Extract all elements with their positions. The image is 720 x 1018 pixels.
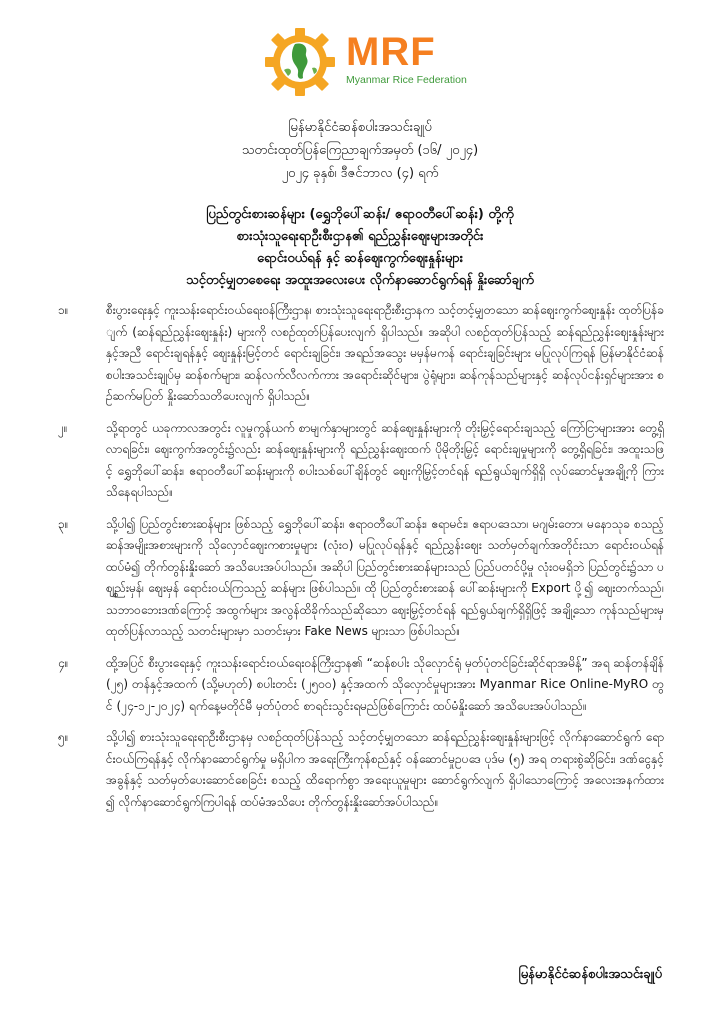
logo-name: MRF [346,30,436,74]
organization-name: မြန်မာနိုင်ငံဆန်စပါးအသင်းချုပ် [288,120,432,135]
paragraph-number: ၃။ [58,516,69,531]
release-date: ၂၀၂၄ ခုနှစ်၊ ဒီဇင်ဘာလ (၄) ရက် [281,166,439,181]
logo-text [346,32,467,86]
title-line: ရောင်းဝယ်ရန် နှင့် ဆန်ဈေးကွက်ဈေးနှုန်းများ [256,251,464,266]
paragraph-4 [58,653,664,718]
paragraph-text: စီးပွားရေးနှင့် ကူးသန်းရောင်းဝယ်ရေးဝန်ကြီးဌာန၊ စားသုံးသူရေးရာဦးစီးဌာနက သင့်တင့်မျှတသော ဆန်ဈေးကွက်ဈေးနှုန်း ထုတ်ပြန်ချက် (ဆန်ရည်ညွှန်းဈေးနှုန်း) များကို လစဉ်ထုတ်ပြန်ပေးလျက် ရှိပါသည်။ အဆိုပါ လစဉ်ထုတ်ပြန်သည့် ဆန်ရည်ညွှန်းဈေးနှုန်းများ နှင့်အညီ ရောင်းချရန်နှင့် ဈေးနှုန်းမြင့်တင် ရောင်းချခြင်း၊ အရည်အသွေး မမှန်မကန် ရောင်းချခြင်းများ မပြုလုပ်ကြရန် မြန်မာနိုင်ငံဆန်စပါးအသင်းချုပ်မှ ဆန်စက်များ၊ ဆန်လက်လီလက်ကား အရောင်းဆိုင်များ၊ ပွဲရုံများ၊ ဆန်ကုန်သည်များနှင့် ဆန်လုပ်ငန်းရှင်များအား စဉ်ဆက်မပြတ် နှိုးဆော်သတိပေးလျက် ရှိပါသည်။ [106,303,664,403]
paragraph-2 [58,418,664,504]
title-line: ပြည်တွင်းစားဆန်များ (ရွှေဘိုပေါ်ဆန်း/ ဧရာဝတီပေါ်ဆန်း) တို့ကို [206,207,514,222]
document-header [60,116,660,185]
paragraph-text: သို့ပါ၍ စားသုံးသူရေးရာဦးစီးဌာနမှ လစဉ်ထုတ်ပြန်သည့် သင့်တင့်မျှတသော ဆန်ရည်ညွှန်းဈေးနှုန်းများဖြင့် လိုက်နာဆောင်ရွက် ရောင်းဝယ်ကြရန်နှင့် လိုက်နာဆောင်ရွက်မှု မရှိပါက အရေးကြီးကုန်စည်နှင့် ဝန်ဆောင်မှုဥပဒေ ပုဒ်မ (၅) အရ တရားစွဲဆိုခြင်း၊ ဒဏ်ငွေနှင့် အခွန်နှင့် သတ်မှတ်ပေးဆောင်စေခြင်း စသည့် ထိရောက်စွာ အရေးယူမှုများ ဆောင်ရွက်လျက် ရှိပါသောကြောင့် အလေးအနက်ထား၍ လိုက်နာဆောင်ရွက်ကြပါရန် ထပ်မံအသိပေး တိုက်တွန်းနှိုးဆော်အပ်ပါသည်။ [106,730,664,809]
paragraph-text: သို့ရာတွင် ယခုကာလအတွင်း လူမှုကွန်ယက် စာမျက်နှာများတွင် ဆန်ဈေးနှုန်းများကို တိုးမြှင့်ရောင်းချသည့် ကြော်ငြာများအား တွေ့ရှိလာရခြင်း၊ ဈေးကွက်အတွင်း၌လည်း ဆန်ဈေးနှုန်းများကို ရည်ညွှန်းဈေးထက် ပိုမိုတိုးမြှင့် ရောင်းချမှုများကို တွေ့ရှိရခြင်း၊ အထူးသဖြင့် ရွှေဘိုပေါ်ဆန်း၊ ဧရာဝတီပေါ်ဆန်းများကို စပါးသစ်ပေါ်ချိန်တွင် ဈေးကိုမြှင့်တင်ရန် ရည်ရွယ်ချက်ရှိရှိ လုပ်ဆောင်မှုအချို့ကို ကြားသိနေရပါသည်။ [106,420,664,499]
logo-subtitle: Myanmar Rice Federation [346,74,467,86]
paragraph-number: ၁။ [58,303,69,317]
paragraph-5 [58,727,664,813]
signature: မြန်မာနိုင်ငံဆန်စပါးအသင်းချုပ် [518,967,662,982]
title-line: စားသုံးသူရေးရာဦးစီးဌာန၏ ရည်ညွှန်းဈေးများအတိုင်း [236,229,484,244]
document-body [58,300,664,823]
paragraph-text: ထို့အပြင် စီးပွားရေးနှင့် ကူးသန်းရောင်းဝယ်ရေးဝန်ကြီးဌာန၏ “ဆန်စပါး သိုလှောင်ရုံ မှတ်ပုံတင်ခြင်းဆိုင်ရာအမိန့်” အရ ဆန်တန်ချိန် (၂၅) တန်နှင့်အထက် (သို့မဟုတ်) စပါးတင်း (၂၅၀၀) နှင့်အထက် သိုလှောင်မှုများအား Myanmar Rice Online-MyRO တွင် (၂၄-၁၂-၂၀၂၄) ရက်နေ့မတိုင်မီ မှတ်ပုံတင် စာရင်းသွင်းရမည်ဖြစ်ကြောင်း ထပ်မံနှိုးဆော် အသိပေးအပ်ပါသည်။ [106,655,664,713]
paragraph-number: ၂။ [58,420,68,435]
paragraph-text: သို့ပါ၍ ပြည်တွင်းစားဆန်များ ဖြစ်သည့် ရွှေဘိုပေါ်ဆန်း၊ ဧရာဝတီပေါ်ဆန်း၊ ဧရာမင်း၊ ဧရာပဒေသာ၊ မဂျမ်းတော၊ မနောသုခ စသည့် ဆန်အမျိုးအစားများကို သိုလှောင်ဈေးကစားမှုများ (လုံးဝ) မပြုလုပ်ရန်နှင့် ရည်ညွှန်းဈေး သတ်မှတ်ချက်အတိုင်းသာ ရောင်းဝယ်ရန် ထပ်မံ၍ တိုက်တွန်းနှိုးဆော် အသိပေးအပ်ပါသည်။ အဆိုပါ ပြည်တွင်းစားဆန်များသည် ပြည်ပတင်ပို့မှု လုံးဝမရှိဘဲ ပြည်တွင်း၌သာ ပဈ္စည်းမှန်၊ ဈေးမှန် ရောင်းဝယ်ကြသည့် ဆန်များ ဖြစ်ပါသည်။ ထို ပြည်တွင်းစားဆန် ပေါ်ဆန်းများကို Export ပို့၍ ဈေးတက်သည်၊ သဘာဝဘေးဒဏ်ကြောင့် အထွက်များ အလွန်ထိခိုက်သည်ဆိုသော ဈေးမြှင့်တင်ရန် ရည်ရွယ်ချက်ရှိရှိဖြင့် အချို့သော ကုန်သည်များမှ ထုတ်ပြန်လာသည့် သတင်းများမှာ သတင်းမှား Fake News များသာ ဖြစ်ပါသည်။ [106,516,665,638]
paragraph-number: ၅။ [58,730,69,744]
title-line: သင့်တင့်မျှတစေရေး အထူးအလေးပေး လိုက်နာဆောင်ရွက်ရန် နှိုးဆော်ချက် [186,273,534,288]
gear-map-icon [262,26,338,98]
paragraph-number: ၄။ [58,655,69,670]
mrf-logo [262,26,472,98]
paragraph-1 [58,300,664,408]
release-number: သတင်းထုတ်ပြန်ကြေညာချက်အမှတ် (၁၆/ ၂၀၂၄) [241,143,479,158]
paragraph-3 [58,514,664,643]
document-title [60,204,660,292]
